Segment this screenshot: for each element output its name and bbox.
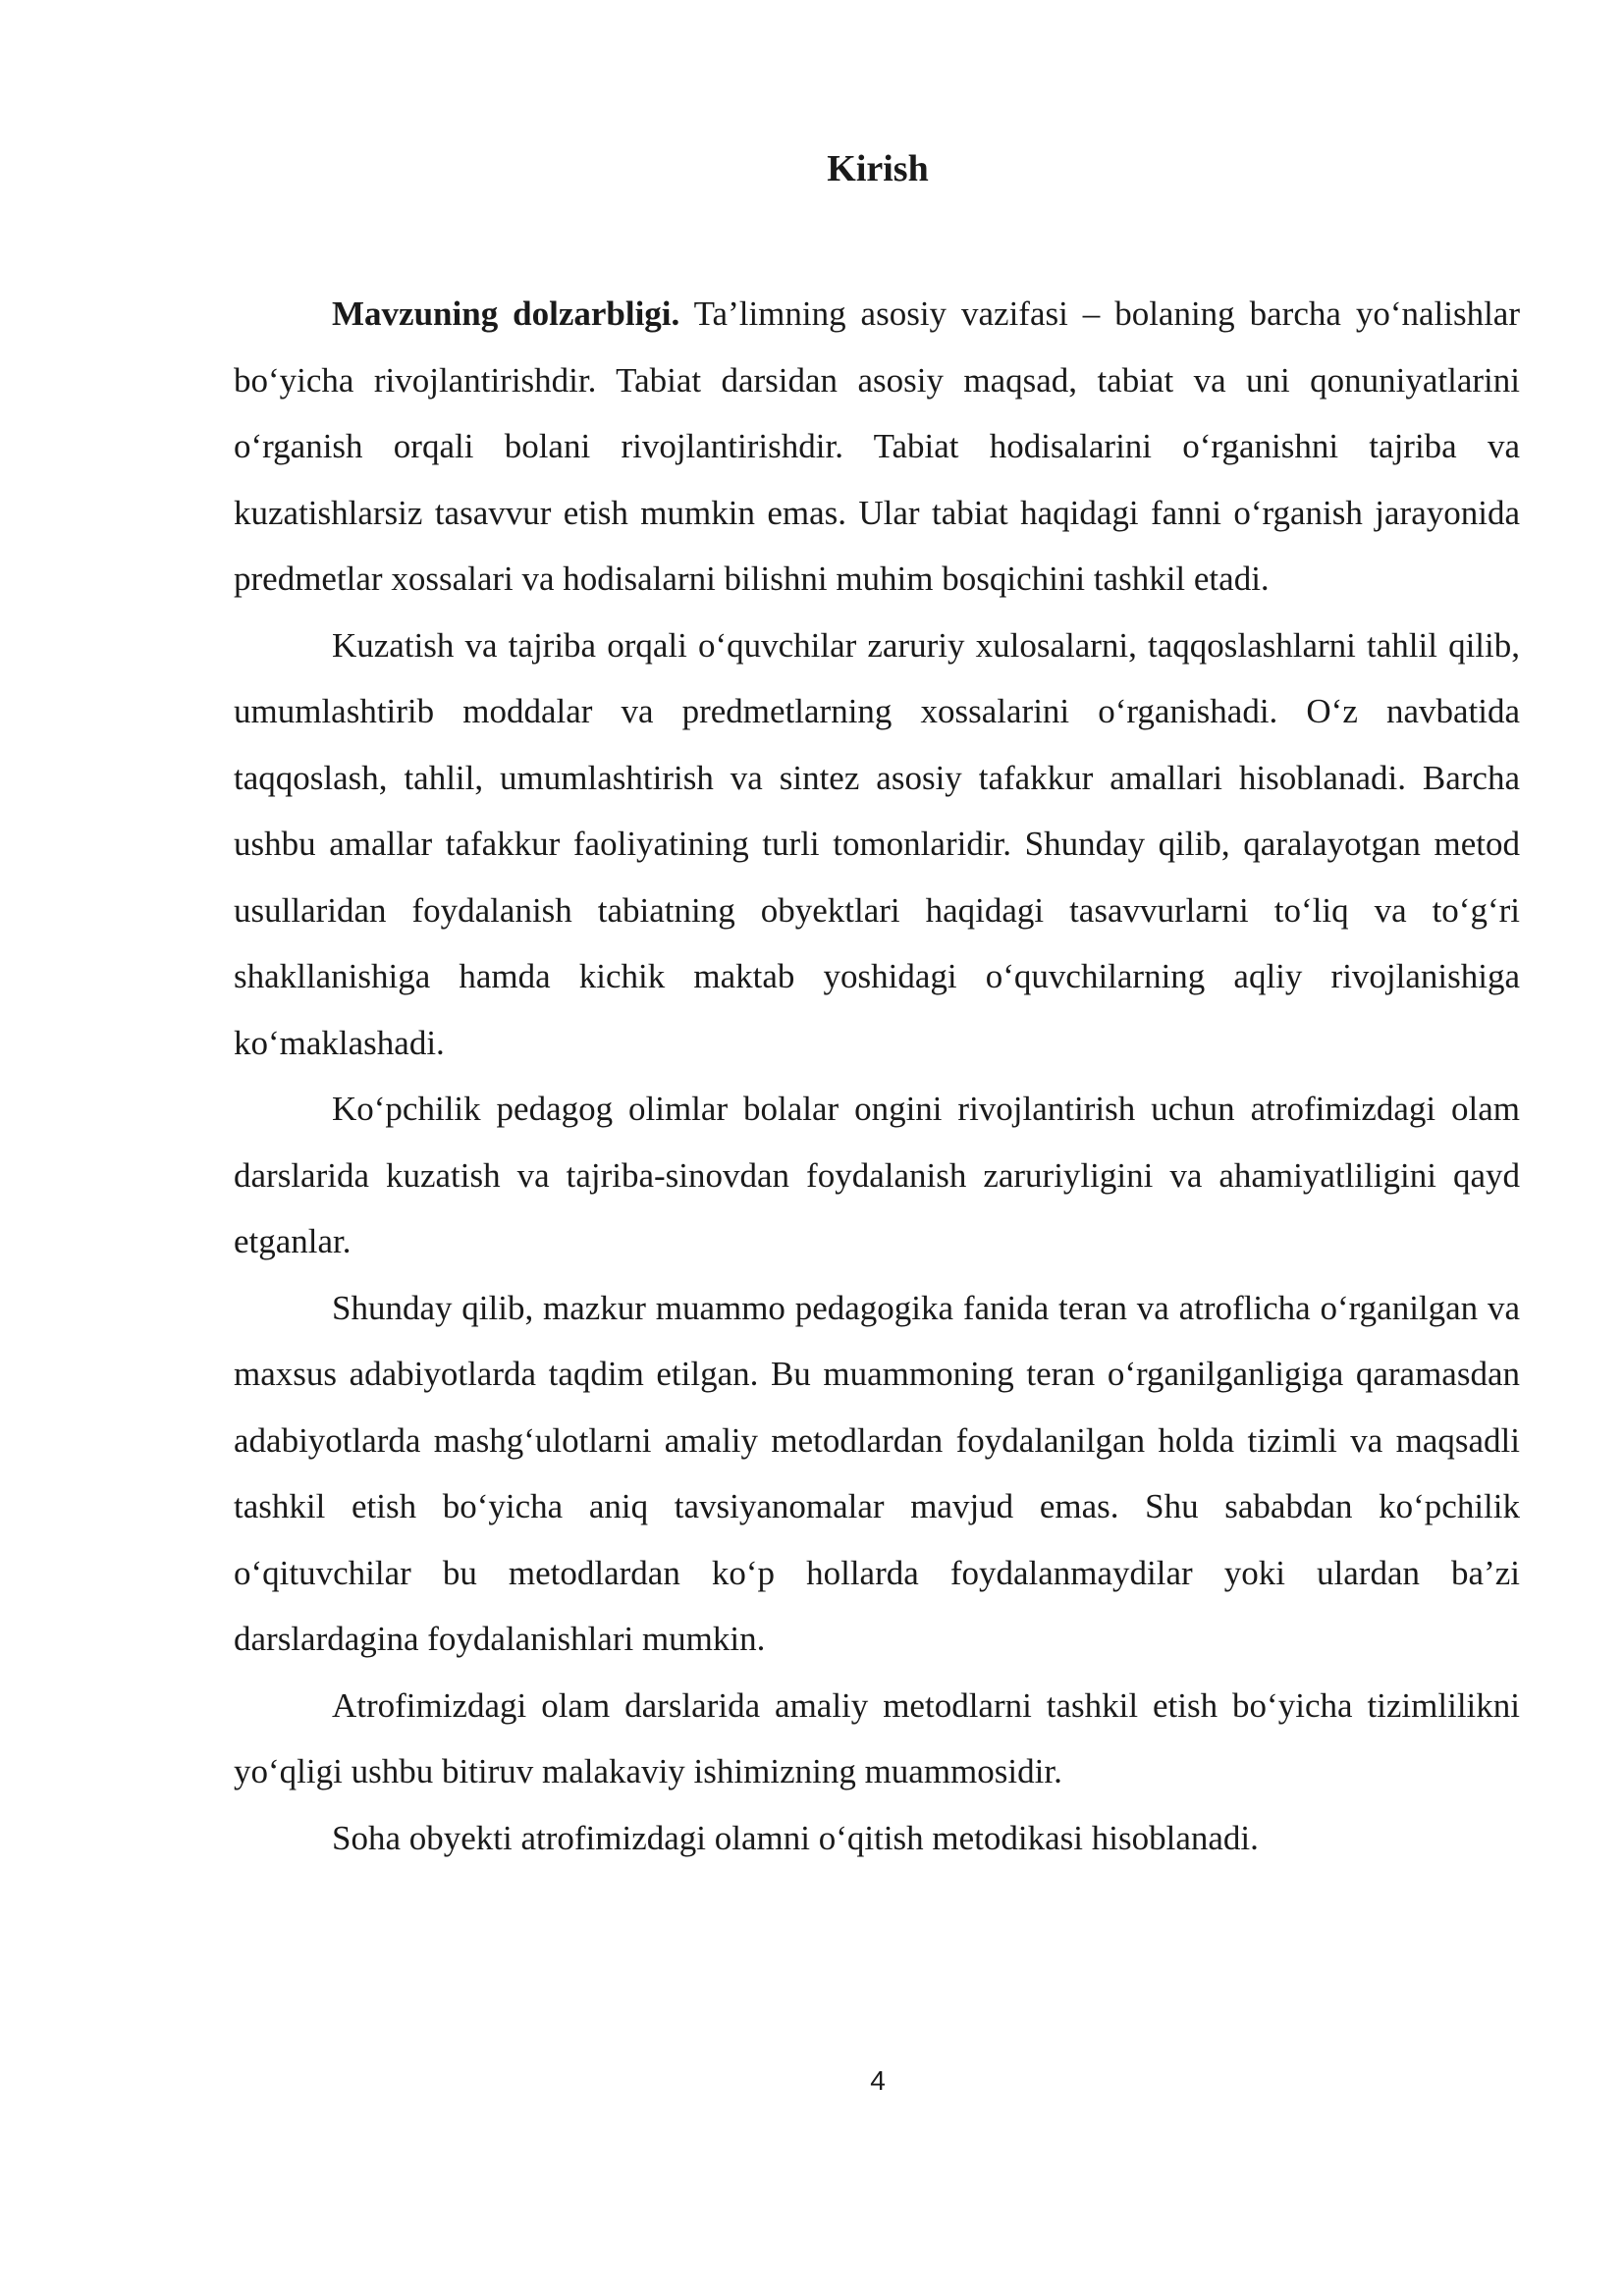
body-text [234, 281, 1520, 1871]
paragraph-research-problem: Atrofimizdagi olam darslarida amaliy metodlarni tashkil etish bo‘yicha tizimlilikni yo‘qligi ushbu bitiruv malakaviy ishimizning muammosidir. [234, 1685, 1520, 1790]
page-title: Kirish [827, 148, 929, 189]
page-number: 4 [870, 2065, 886, 2096]
paragraph-problem-study: Shunday qilib, mazkur muammo pedagogika fanida teran va atroflicha o‘rganilgan va maxsus adabiyotlarda taqdim etilgan. Bu muammoning teran o‘rganilganligiga qaramasdan adabiyotlarda mashg‘ulotlarni amaliy metodlardan foydalanilgan holda tizimli va maqsadli tashkil etish bo‘yicha aniq tavsiyanomalar mavjud emas. Shu sababdan ko‘pchilik o‘qituvchilar bu metodlardan ko‘p hollarda foydalanmaydilar yoki ulardan ba’zi darslardagina foydalanishlari mumkin. [234, 1288, 1520, 1658]
paragraph-observation: Kuzatish va tajriba orqali o‘quvchilar zaruriy xulosalarni, taqqoslashlarni tahlil qilib, umumlashtirib moddalar va predmetlarning xossalarini o‘rganishadi. O‘z navbatida taqqoslash, tahlil, umumlashtirish va sintez asosiy tafakkur amallari hisoblanadi. Barcha ushbu amallar tafakkur faoliyatining turli tomonlaridir. Shunday qilib, qaralayotgan metod usullaridan foydalanish tabiatning obyektlari haqidagi tasavvurlarni to‘liq va to‘g‘ri shakllanishiga hamda kichik maktab yoshidagi o‘quvchilarning aqliy rivojlanishiga ko‘maklashadi. [234, 625, 1520, 1062]
paragraph-text: Ta’limning asosiy vazifasi – bolaning barcha yo‘nalishlar bo‘yicha rivojlantirishdir. Tabiat darsidan asosiy maqsad, tabiat va uni qonuniyatlarini o‘rganish orqali bolani rivojlantirishdir. Tabiat hodisalarini o‘rganishni tajriba va kuzatishlarsiz tasavvur etish mumkin emas. Ular tabiat haqidagi fanni o‘rganish jarayonida predmetlar xossalari va hodisalarni bilishni muhim bosqichini tashkil etadi. [234, 294, 1520, 598]
paragraph-relevance [234, 281, 1520, 613]
paragraph-scholars: Ko‘pchilik pedagog olimlar bolalar ongini rivojlantirish uchun atrofimizdagi olam darslarida kuzatish va tajriba-sinovdan foydalanish zaruriyligini va ahamiyatliligini qayd etganlar. [234, 1090, 1520, 1260]
paragraph-object: Soha obyekti atrofimizdagi olamni o‘qitish metodikasi hisoblanadi. [332, 1818, 1259, 1857]
paragraph-lead: Mavzuning dolzarbligi. [332, 294, 680, 333]
